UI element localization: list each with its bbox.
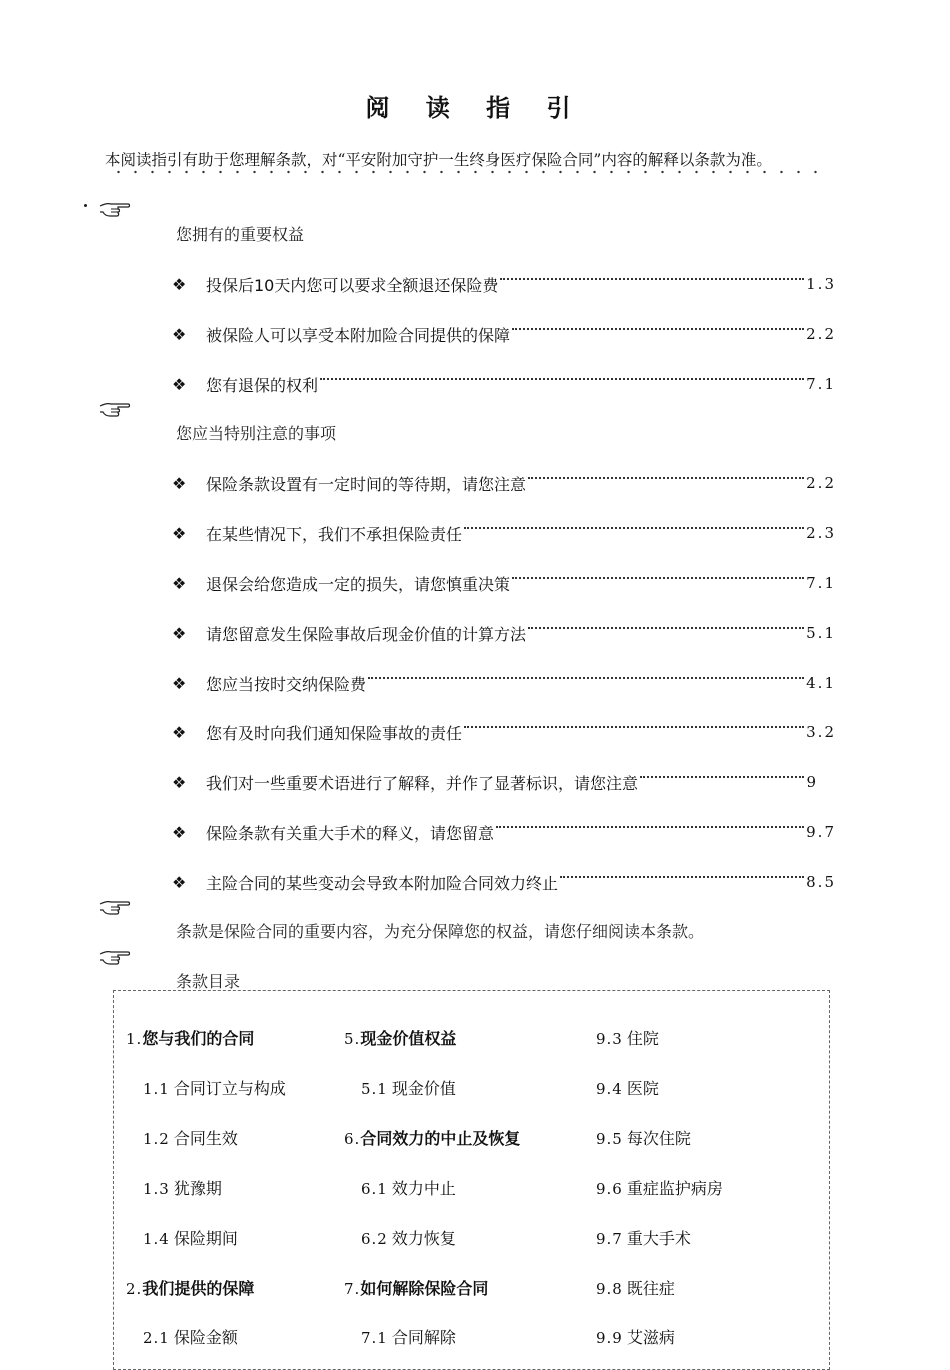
catalog-chapter[interactable]: 1.您与我们的合同 — [126, 1029, 255, 1048]
diamond-bullet-icon: ❖ — [172, 523, 187, 543]
dot-leader — [464, 726, 804, 728]
toc-item-ref: 7.1 — [806, 574, 836, 592]
toc-item-ref: 2.2 — [806, 474, 836, 492]
section-heading-attention: 您应当特别注意的事项 — [176, 424, 337, 443]
dot-leader — [368, 677, 804, 679]
diamond-bullet-icon: ❖ — [172, 722, 187, 742]
diamond-bullet-icon: ❖ — [172, 573, 187, 593]
bullet-dot — [84, 204, 87, 207]
toc-item[interactable] — [172, 720, 836, 744]
toc-item-ref: 5.1 — [806, 624, 836, 642]
toc-item-text: 请您留意发生保险事故后现金价值的计算方法 — [206, 624, 527, 644]
pointing-hand-icon — [98, 898, 132, 916]
toc-item[interactable] — [172, 571, 836, 595]
catalog-entry[interactable]: 9.7 重大手术 — [596, 1229, 691, 1248]
toc-item-ref: 2.2 — [806, 325, 836, 343]
toc-item-text: 保险条款有关重大手术的释义，请您留意 — [206, 823, 495, 843]
toc-item-ref: 9 — [806, 773, 818, 791]
toc-item-text: 您有及时向我们通知保险事故的责任 — [206, 723, 463, 743]
pointing-hand-icon — [98, 400, 132, 418]
page-title: 阅 读 指 引 — [365, 93, 585, 122]
dot-leader — [320, 378, 804, 380]
emphasis-dots — [110, 170, 830, 174]
toc-item-ref: 8.5 — [806, 873, 836, 891]
diamond-bullet-icon: ❖ — [172, 324, 187, 344]
catalog-entry[interactable]: 1.4 保险期间 — [143, 1229, 238, 1248]
toc-item-text: 保险条款设置有一定时间的等待期，请您注意 — [206, 474, 527, 494]
toc-item[interactable] — [172, 272, 836, 296]
diamond-bullet-icon: ❖ — [172, 673, 187, 693]
toc-item-ref: 7.1 — [806, 375, 836, 393]
catalog-entry[interactable]: 1.2 合同生效 — [143, 1129, 238, 1148]
section-heading-rights: 您拥有的重要权益 — [176, 225, 305, 244]
diamond-bullet-icon: ❖ — [172, 274, 187, 294]
toc-item-text: 投保后10天内您可以要求全额退还保险费 — [206, 275, 499, 295]
toc-item-text: 在某些情况下，我们不承担保险责任 — [206, 524, 463, 544]
diamond-bullet-icon: ❖ — [172, 374, 187, 394]
catalog-entry[interactable]: 7.1 合同解除 — [361, 1328, 456, 1347]
catalog-heading: 条款目录 — [176, 972, 241, 991]
pointing-hand-icon — [98, 200, 132, 218]
toc-item[interactable] — [172, 671, 836, 695]
toc-item[interactable] — [172, 770, 818, 794]
toc-item-ref: 1.3 — [806, 275, 836, 293]
dot-leader — [512, 328, 804, 330]
toc-item[interactable] — [172, 820, 836, 844]
diamond-bullet-icon: ❖ — [172, 822, 187, 842]
toc-item[interactable] — [172, 471, 836, 495]
catalog-entry[interactable]: 9.6 重症监护病房 — [596, 1179, 723, 1198]
toc-item[interactable] — [172, 322, 836, 346]
dot-leader — [500, 278, 804, 280]
catalog-entry[interactable]: 9.9 艾滋病 — [596, 1328, 675, 1347]
toc-item-ref: 3.2 — [806, 723, 836, 741]
dot-leader — [512, 577, 804, 579]
catalog-chapter[interactable]: 5.现金价值权益 — [344, 1029, 457, 1048]
toc-item[interactable] — [172, 372, 836, 396]
dot-leader — [640, 776, 804, 778]
dot-leader — [528, 477, 804, 479]
toc-item-text: 被保险人可以享受本附加险合同提供的保障 — [206, 325, 511, 345]
toc-item[interactable] — [172, 870, 836, 894]
catalog-entry[interactable]: 2.1 保险金额 — [143, 1328, 238, 1347]
toc-item-text: 我们对一些重要术语进行了解释，并作了显著标识，请您注意 — [206, 773, 639, 793]
catalog-entry[interactable]: 9.3 住院 — [596, 1029, 659, 1048]
catalog-entry[interactable]: 1.3 犹豫期 — [143, 1179, 222, 1198]
catalog-chapter[interactable]: 6.合同效力的中止及恢复 — [344, 1129, 521, 1148]
dot-leader — [528, 627, 804, 629]
catalog-entry[interactable]: 9.5 每次住院 — [596, 1129, 691, 1148]
toc-item-text: 您有退保的权利 — [206, 375, 319, 395]
toc-item-text: 您应当按时交纳保险费 — [206, 674, 367, 694]
catalog-entry[interactable]: 9.8 既往症 — [596, 1279, 675, 1298]
reading-note: 条款是保险合同的重要内容，为充分保障您的权益，请您仔细阅读本条款。 — [176, 922, 705, 941]
catalog-entry[interactable]: 6.2 效力恢复 — [361, 1229, 456, 1248]
catalog-entry[interactable]: 9.4 医院 — [596, 1079, 659, 1098]
toc-item-text: 主险合同的某些变动会导致本附加险合同效力终止 — [206, 873, 559, 893]
catalog-entry[interactable]: 5.1 现金价值 — [361, 1079, 456, 1098]
toc-item-ref: 2.3 — [806, 524, 836, 542]
toc-item-ref: 4.1 — [806, 674, 836, 692]
catalog-entry[interactable]: 6.1 效力中止 — [361, 1179, 456, 1198]
toc-item-text: 退保会给您造成一定的损失，请您慎重决策 — [206, 574, 511, 594]
catalog-chapter[interactable]: 2.我们提供的保障 — [126, 1279, 255, 1298]
diamond-bullet-icon: ❖ — [172, 872, 187, 892]
dot-leader — [496, 826, 804, 828]
catalog-chapter[interactable]: 7.如何解除保险合同 — [344, 1279, 489, 1298]
toc-item[interactable] — [172, 521, 836, 545]
toc-item[interactable] — [172, 621, 836, 645]
pointing-hand-icon — [98, 948, 132, 966]
diamond-bullet-icon: ❖ — [172, 473, 187, 493]
catalog-entry[interactable]: 1.1 合同订立与构成 — [143, 1079, 286, 1098]
intro-text: 本阅读指引有助于您理解条款，对“平安附加守护一生终身医疗保险合同”内容的解释以条款为准。 — [105, 151, 772, 169]
dot-leader — [560, 876, 804, 878]
diamond-bullet-icon: ❖ — [172, 772, 187, 792]
diamond-bullet-icon: ❖ — [172, 623, 187, 643]
dot-leader — [464, 527, 804, 529]
toc-item-ref: 9.7 — [806, 823, 836, 841]
